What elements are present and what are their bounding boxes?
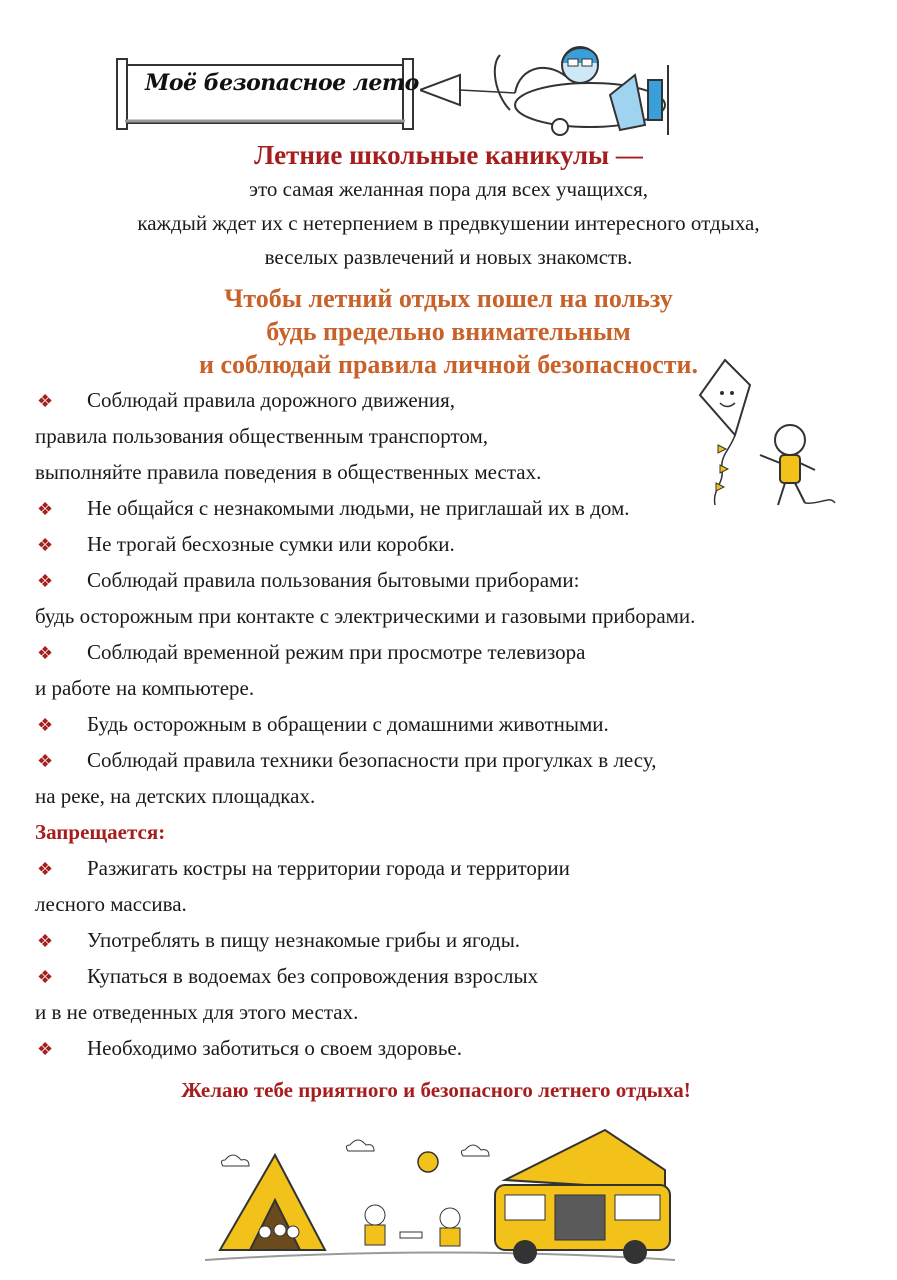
closing-text: Желаю тебе приятного и безопасного летнего отдыха! <box>181 1078 691 1102</box>
camping-illustration <box>205 1120 675 1270</box>
list-item <box>35 634 885 670</box>
rules-list <box>35 382 885 1066</box>
bullet-icon: ❖ <box>37 1039 54 1059</box>
list-item-text: Необходимо заботиться о своем здоровье. <box>87 1036 462 1060</box>
list-item-continuation: правила пользования общественным транспортом, <box>35 424 489 448</box>
list-item-text: Соблюдай временной режим при просмотре телевизора <box>87 640 586 664</box>
list-item-text: Соблюдай правила дорожного движения, <box>87 388 456 412</box>
list-item-continuation: будь осторожным при контакте с электрическими и газовыми приборами. <box>35 604 696 628</box>
bullet-icon: ❖ <box>37 571 54 591</box>
list-item-continuation: выполняйте правила поведения в общественных местах. <box>35 460 542 484</box>
bullet-icon: ❖ <box>37 751 54 771</box>
list-item <box>35 562 885 598</box>
list-item-continuation: и в не отведенных для этого местах. <box>35 1000 359 1024</box>
list-item <box>35 1030 885 1066</box>
heading: Летние школьные каникулы — <box>254 140 643 170</box>
bullet-icon: ❖ <box>37 715 54 735</box>
list-item <box>35 922 885 958</box>
forbidden-items <box>35 850 885 1066</box>
list-item-text: Купаться в водоемах без сопровождения взрослых <box>87 964 539 988</box>
list-item <box>35 850 885 886</box>
subheading-line: и соблюдай правила личной безопасности. <box>198 350 698 379</box>
list-item <box>35 706 885 742</box>
list-item-text: Соблюдай правила пользования бытовыми приборами: <box>87 568 580 592</box>
intro-text <box>0 172 897 274</box>
list-item <box>35 526 885 562</box>
banner-title: Моё безопасное лето <box>145 70 419 96</box>
list-item-text: Употреблять в пищу незнакомые грибы и ягоды. <box>87 928 521 952</box>
bullet-icon: ❖ <box>37 391 54 411</box>
airplane-pilot-illustration <box>420 35 685 145</box>
subheading-line: будь предельно внимательным <box>266 317 631 346</box>
list-item-text: Не общайся с незнакомыми людьми, не приглашай их в дом. <box>87 496 630 520</box>
list-item-continuation: на реке, на детских площадках. <box>35 784 316 808</box>
list-item <box>35 958 885 994</box>
list-item <box>35 490 885 526</box>
intro-line: это самая желанная пора для всех учащихся, <box>249 177 648 201</box>
list-item-continuation: лесного массива. <box>35 892 187 916</box>
list-item-text: Будь осторожным в обращении с домашними животными. <box>87 712 609 736</box>
intro-line: каждый ждет их с нетерпением в предвкушении интересного отдыха, <box>137 211 760 235</box>
bullet-icon: ❖ <box>37 643 54 663</box>
subheading-line: Чтобы летний отдых пошел на пользу <box>224 284 673 313</box>
rules-items <box>35 382 885 814</box>
list-item-text: Соблюдай правила техники безопасности при прогулках в лесу, <box>87 748 657 772</box>
list-item-continuation: и работе на компьютере. <box>35 676 255 700</box>
intro-line: веселых развлечений и новых знакомств. <box>264 245 633 269</box>
list-item-text: Не трогай бесхозные сумки или коробки. <box>87 532 455 556</box>
bullet-icon: ❖ <box>37 859 54 879</box>
bullet-icon: ❖ <box>37 535 54 555</box>
list-item <box>35 382 885 418</box>
forbidden-title: Запрещается: <box>35 820 166 844</box>
list-item <box>35 742 885 778</box>
list-item-text: Разжигать костры на территории города и территории <box>87 856 570 880</box>
bullet-icon: ❖ <box>37 499 54 519</box>
bullet-icon: ❖ <box>37 931 54 951</box>
bullet-icon: ❖ <box>37 967 54 987</box>
